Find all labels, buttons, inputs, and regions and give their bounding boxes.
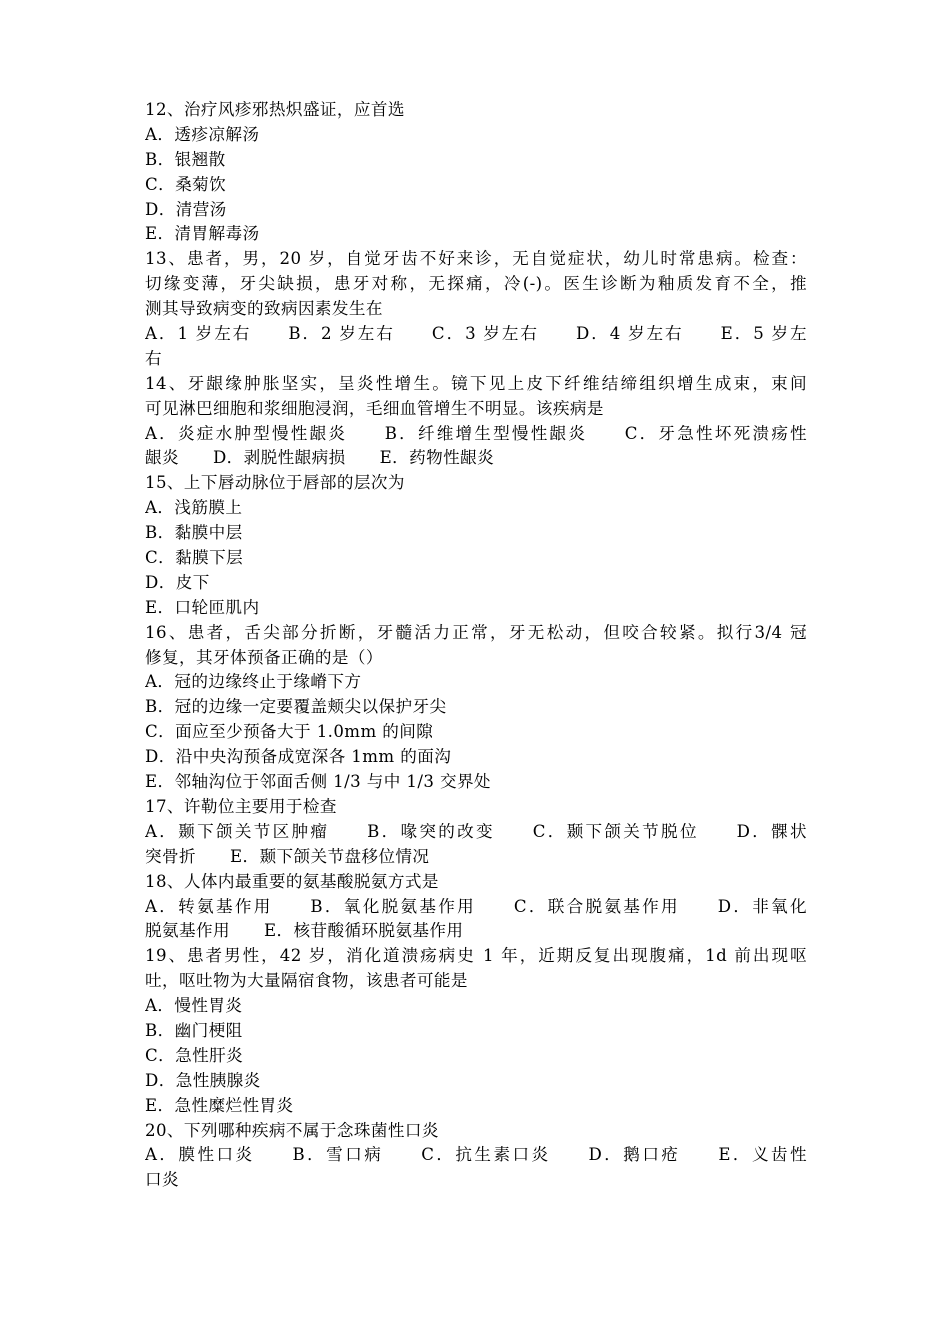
answer-option-line: 龈炎 D．剥脱性龈病损 E．药物性龈炎 (145, 448, 495, 468)
answer-option-line: D．皮下 (145, 572, 210, 592)
answer-option-line: A．膜性口炎 B．雪口病 C．抗生素口炎 D．鹅口疮 E．义齿性 (145, 1145, 807, 1165)
answer-option-line: B．银翘散 (145, 149, 226, 169)
answer-option-line: D．清营汤 (145, 199, 227, 219)
answer-option-line: C．急性肝炎 (145, 1045, 244, 1065)
answer-option-line: B．黏膜中层 (145, 523, 243, 543)
question-20 (145, 1119, 807, 1194)
question-16 (145, 621, 807, 795)
answer-option-line: A．转氨基作用 B．氧化脱氨基作用 C．联合脱氨基作用 D．非氧化 (145, 896, 807, 916)
question-18 (145, 870, 807, 945)
question-14 (145, 372, 807, 472)
answer-option-line: E．口轮匝肌内 (145, 597, 260, 617)
answer-option-line: B．幽门梗阻 (145, 1020, 243, 1040)
question-19 (145, 944, 807, 1118)
answer-option-line: B．冠的边缘一定要覆盖颊尖以保护牙尖 (145, 697, 447, 717)
question-stem-line: 14、牙龈缘肿胀坚实，呈炎性增生。镜下见上皮下纤维结缔组织增生成束，束间 (145, 373, 807, 393)
answer-option-line: A．浅筋膜上 (145, 498, 243, 518)
answer-option-line: 口炎 (145, 1170, 179, 1190)
question-15 (145, 471, 807, 620)
question-17 (145, 795, 807, 870)
answer-option-line: 脱氨基作用 E．核苷酸循环脱氨基作用 (145, 921, 464, 941)
question-stem-line: 测其导致病变的致病因素发生在 (145, 299, 383, 319)
question-stem-line: 13、患者，男，20 岁，自觉牙齿不好来诊，无自觉症状，幼儿时常患病。检查： (145, 249, 807, 269)
answer-option-line: 突骨折 E．颞下颌关节盘移位情况 (145, 846, 430, 866)
question-stem-line: 17、许勒位主要用于检查 (145, 796, 337, 816)
question-stem-line: 吐，呕吐物为大量隔宿食物，该患者可能是 (145, 971, 468, 991)
question-stem-line: 16、患者，舌尖部分折断，牙髓活力正常，牙无松动，但咬合较紧。拟行3/4 冠 (145, 622, 807, 642)
answer-option-line: E．邻轴沟位于邻面舌侧 1/3 与中 1/3 交界处 (145, 772, 491, 792)
answer-option-line: A．颞下颌关节区肿瘤 B．喙突的改变 C．颞下颌关节脱位 D．髁状 (145, 821, 807, 841)
answer-option-line: A．透疹凉解汤 (145, 124, 260, 144)
question-stem-line: 19、患者男性，42 岁，消化道溃疡病史 1 年，近期反复出现腹痛，1d 前出现呕 (145, 946, 807, 966)
question-stem-line: 18、人体内最重要的氨基酸脱氨方式是 (145, 871, 439, 891)
question-stem-line: 20、下列哪种疾病不属于念珠菌性口炎 (145, 1120, 439, 1140)
answer-option-line: A．冠的边缘终止于缘嵴下方 (145, 672, 362, 692)
answer-option-line: D．沿中央沟预备成宽深各 1mm 的面沟 (145, 747, 452, 767)
question-stem-line: 可见淋巴细胞和浆细胞浸润，毛细血管增生不明显。该疾病是 (145, 398, 604, 418)
question-13 (145, 247, 807, 371)
answer-option-line: A．1 岁左右 B．2 岁左右 C．3 岁左右 D．4 岁左右 E．5 岁左 (145, 324, 807, 344)
question-stem-line: 切缘变薄，牙尖缺损，患牙对称，无探痛，冷(-)。医生诊断为釉质发育不全，推 (145, 274, 807, 294)
answer-option-line: C．桑菊饮 (145, 174, 227, 194)
answer-option-line: D．急性胰腺炎 (145, 1070, 261, 1090)
answer-option-line: C．面应至少预备大于 1.0mm 的间隙 (145, 722, 434, 742)
question-list (145, 98, 807, 1193)
question-stem-line: 15、上下唇动脉位于唇部的层次为 (145, 473, 405, 493)
answer-option-line: A．慢性胃炎 (145, 996, 243, 1016)
answer-option-line: C．黏膜下层 (145, 548, 244, 568)
answer-option-line: E．急性糜烂性胃炎 (145, 1095, 294, 1115)
question-12 (145, 98, 807, 247)
answer-option-line: 右 (145, 348, 162, 368)
question-stem-line: 修复，其牙体预备正确的是（） (145, 647, 383, 667)
answer-option-line: A．炎症水肿型慢性龈炎 B．纤维增生型慢性龈炎 C．牙急性坏死溃疡性 (145, 423, 807, 443)
question-stem-line: 12、治疗风疹邪热炽盛证，应首选 (145, 100, 405, 119)
answer-option-line: E．清胃解毒汤 (145, 224, 260, 244)
